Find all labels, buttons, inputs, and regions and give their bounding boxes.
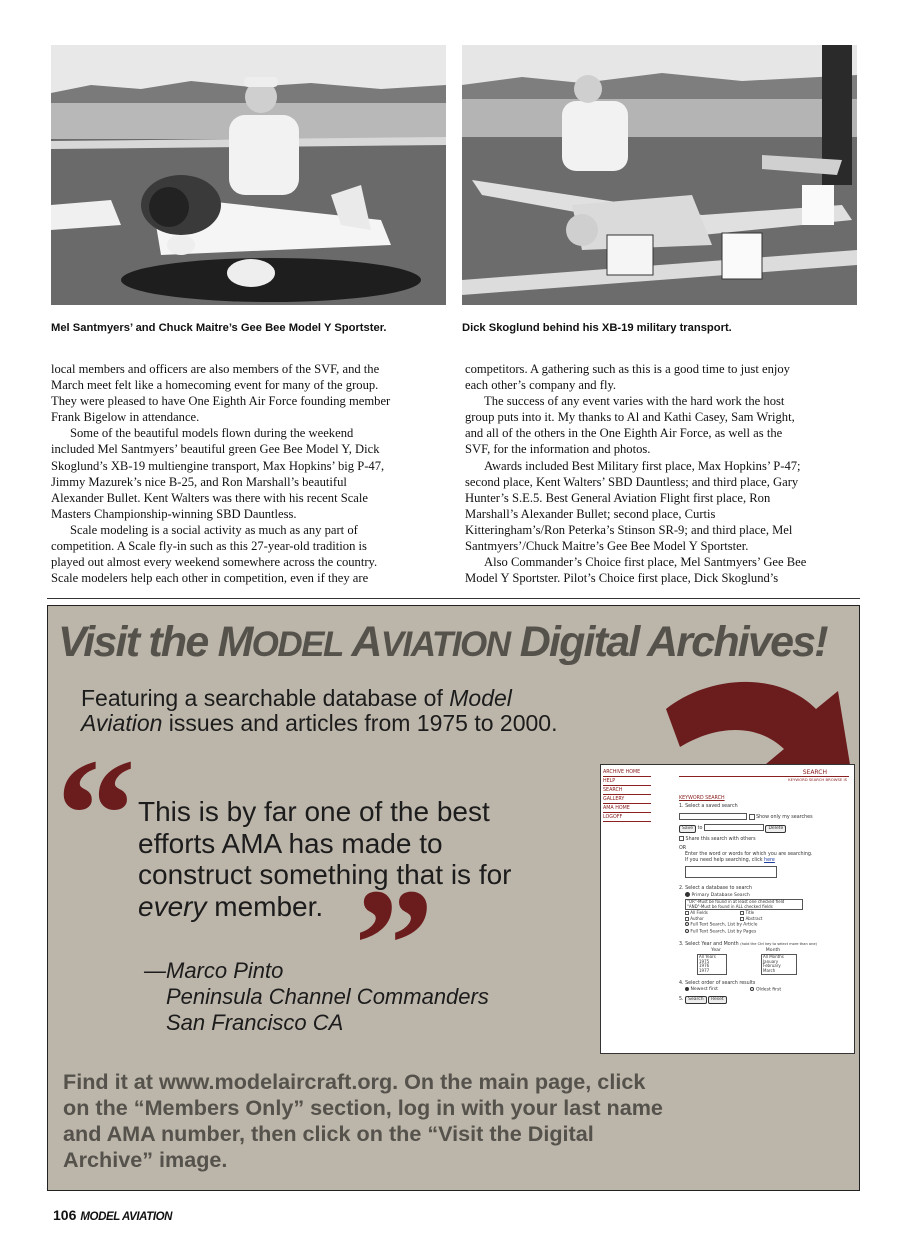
subheadline-italic: Model	[449, 685, 512, 711]
instruction-line: and AMA number, then click on the “Visit the Digital	[63, 1121, 594, 1146]
article-line: Scale modeling is a social activity as much as any part of	[70, 522, 358, 537]
attribution-club: Peninsula Channel Commanders	[166, 984, 489, 1009]
archive-search-screenshot	[600, 764, 855, 1054]
article-line: Hunter’s S.E.5. Best General Aviation Flight first place, Ron	[465, 490, 771, 505]
checkbox	[740, 911, 744, 915]
article-line: Santmyers’/Chuck Maitre’s Gee Bee Model Y Sportster.	[465, 539, 749, 554]
ad-headline	[58, 618, 827, 667]
to-label: to	[697, 826, 703, 831]
attribution-location: San Francisco CA	[166, 1010, 344, 1035]
month-label: Month	[765, 948, 781, 954]
year-list	[697, 954, 727, 974]
checkbox	[685, 911, 689, 915]
headline-part: Digital Archives!	[509, 618, 827, 666]
article-line: played out almost every weekend somewhere across the country.	[51, 555, 378, 570]
article-line: SVF, for the information and photos.	[465, 442, 651, 457]
quote-line: This is by far one of the best	[138, 796, 490, 827]
article-line: local members and officers are also members of the SVF, and the	[51, 362, 380, 376]
checkbox	[685, 917, 689, 921]
nav-help: HELP	[603, 778, 651, 786]
step-2: 2. Select a database to search	[679, 886, 752, 891]
article-line: Frank Bigelow in attendance.	[51, 410, 200, 425]
attribution-name: —Marco Pinto	[144, 958, 284, 983]
checkbox	[740, 917, 744, 921]
quote-attribution	[144, 958, 489, 1036]
step-1: 1. Select a saved search	[679, 804, 738, 809]
article-line: Scale modelers help each other in competition, even if they are	[51, 571, 369, 586]
radio	[685, 922, 689, 926]
article-line: Kitteringham’s/Ron Peterka’s Stinson SR-9; and third place, Mel	[465, 522, 793, 537]
photo-xb-19-transport	[462, 45, 857, 305]
article-line: Alexander Bullet. Kent Walters was there with his recent Scale	[51, 490, 368, 505]
article-line: March meet felt like a homecoming event for many of the group.	[51, 378, 379, 393]
month-option: All Months	[763, 954, 784, 960]
article-line: each other’s company and fly.	[465, 378, 617, 393]
fulltext-pages-label: Full Text Search, List by Pages	[690, 929, 757, 935]
year-option: All Years	[699, 954, 716, 960]
year-option: 1977	[699, 967, 710, 973]
headline-part: M	[217, 618, 252, 666]
nav-logoff: LOGOFF	[603, 814, 651, 822]
article-line: included Mel Santmyers’ beautiful green Gee Bee Model Y, Dick	[51, 442, 380, 457]
field-all: All Fields	[690, 910, 708, 916]
headline-part: A	[342, 618, 381, 666]
or-label: OR	[679, 846, 687, 851]
ad-subheadline	[81, 686, 557, 736]
close-quote-mark: ”	[354, 855, 434, 1033]
year-label: Year	[711, 948, 721, 954]
month-option: March	[763, 967, 776, 973]
fulltext-article-label: Full Text Search, List by Article	[690, 922, 758, 928]
help-link: here	[764, 858, 775, 863]
headline-part: ODEL	[251, 625, 343, 664]
nav-search: SEARCH	[603, 787, 651, 795]
publication-name: MODEL AVIATION	[80, 1211, 173, 1223]
year-option: 1976	[699, 963, 710, 969]
and-option: "AND"-Must be found in ALL checked fields	[687, 903, 773, 909]
checkbox	[749, 814, 755, 820]
quote-line: construct something that is for	[138, 859, 512, 890]
help-text: If you need help searching, click	[685, 858, 765, 863]
step-3-note: (hold the Ctrl key to select more than one)	[740, 942, 817, 947]
search-subnav: KEYWORD SEARCH BROWSE IS	[788, 777, 847, 782]
nav-gallery: GALLERY	[603, 796, 651, 804]
open-quote-mark: “	[56, 725, 136, 903]
step-5: 5.	[679, 997, 684, 1003]
article-line: second place, Kent Walters’ SBD Dauntless; and third place, Gary	[465, 474, 799, 489]
search-button: Search	[685, 996, 706, 1004]
enter-words-label: Enter the word or words for which you are searching.	[685, 852, 813, 857]
step-4: 4. Select order of search results	[679, 980, 756, 986]
search-title: SEARCH	[679, 769, 849, 777]
instruction-line: Archive” image.	[63, 1147, 228, 1172]
delete-button: Delete	[765, 825, 786, 833]
radio	[685, 929, 689, 933]
article-line: and all of the others in the One Eighth Air Force, as well as the	[465, 426, 783, 441]
search-form	[679, 769, 849, 1004]
article-column-left	[51, 361, 446, 586]
article-line: Model Y Sportster. Pilot’s Choice first place, Dick Skoglund’s	[465, 571, 779, 586]
month-option: January	[763, 958, 779, 964]
share-label: Share this search with others	[685, 837, 756, 842]
article-line: Masters Championship-winning SBD Dauntless.	[51, 506, 297, 521]
field-title: Title	[745, 910, 755, 916]
save-button: Save	[679, 825, 696, 833]
testimonial-quote	[138, 796, 512, 922]
nav-ama-home: AMA HOME	[603, 805, 651, 813]
instruction-line: Find it at www.modelaircraft.org. On the main page, click	[63, 1069, 646, 1094]
quote-line: member.	[206, 890, 324, 922]
article-line: They were pleased to have One Eighth Air Force founding member	[51, 394, 391, 409]
article-line: group puts into it. My thanks to Al and Kathi Casey, Sam Wright,	[465, 410, 795, 425]
article-line: competition. A Scale fly-in such as this 27-year-old tradition is	[51, 539, 367, 554]
field-abstract: Abstract	[745, 916, 763, 922]
article-line: Some of the beautiful models flown during the weekend	[70, 426, 354, 441]
show-only-label: Show only my searches	[756, 815, 813, 820]
month-list	[761, 954, 797, 974]
article-line: Skoglund’s XB-19 multiengine transport, Max Hopkins’ big P-47,	[51, 458, 385, 473]
quote-italic: every	[138, 890, 207, 922]
newest-first-label: Newest first	[690, 987, 718, 993]
or-option: "OR"-Must be found in at least one checked field	[687, 899, 785, 904]
save-name-input	[704, 824, 764, 831]
article-column-right	[465, 361, 860, 586]
article-line: Also Commander’s Choice first place, Mel Santmyers’ Gee Bee	[484, 555, 807, 570]
checkbox	[679, 836, 684, 841]
year-option: 1975	[699, 958, 710, 964]
primary-db-label: Primary Database Search	[691, 893, 750, 898]
page-number: 106	[53, 1207, 77, 1223]
article-line: competitors. A gathering such as this is a good time to just enjoy	[465, 362, 790, 376]
photo-caption-right: Dick Skoglund behind his XB-19 military transport.	[462, 322, 732, 334]
article-line: Marshall’s Alexander Bullet; second place, Curtis	[465, 506, 716, 521]
photo-caption-left: Mel Santmyers’ and Chuck Maitre’s Gee Bee Model Y Sportster.	[51, 322, 387, 334]
archive-nav	[603, 769, 651, 823]
radio-selected	[685, 892, 690, 897]
subheadline-text: Featuring a searchable database of	[81, 685, 450, 711]
nav-archive-home: ARCHIVE HOME	[603, 769, 651, 777]
headline-part: Visit the	[58, 618, 218, 666]
instruction-line: on the “Members Only” section, log in with your last name	[63, 1095, 663, 1120]
article-line: Awards included Best Military first place, Max Hopkins’ P-47;	[484, 458, 801, 473]
quote-line: efforts AMA has made to	[138, 827, 443, 859]
oldest-first-label: Oldest first	[755, 987, 782, 993]
keyword-search-link: KEYWORD SEARCH	[679, 796, 725, 801]
match-mode-list	[685, 899, 803, 910]
subheadline-text: issues and articles from 1975 to 2000.	[162, 710, 558, 736]
ad-instructions	[63, 1069, 663, 1173]
digital-archives-ad	[47, 605, 860, 1191]
section-divider	[47, 598, 860, 599]
subheadline-italic: Aviation	[81, 710, 163, 736]
month-option: February	[763, 963, 781, 969]
step-3: 3. Select Year and Month	[679, 942, 739, 948]
reset-button: Reset	[708, 996, 727, 1004]
keyword-input	[685, 866, 777, 878]
article-line: The success of any event varies with the hard work the host	[484, 394, 785, 409]
saved-search-select	[679, 813, 747, 820]
field-author: Author	[690, 916, 704, 922]
page-footer	[53, 1207, 172, 1225]
article-line: Jimmy Mazurek’s nice B-25, and Ron Marshall’s beautiful	[51, 474, 347, 489]
headline-part: VIATION	[380, 625, 510, 664]
radio-selected	[685, 987, 689, 991]
photo-gee-bee-model-y	[51, 45, 446, 305]
radio	[750, 987, 754, 991]
